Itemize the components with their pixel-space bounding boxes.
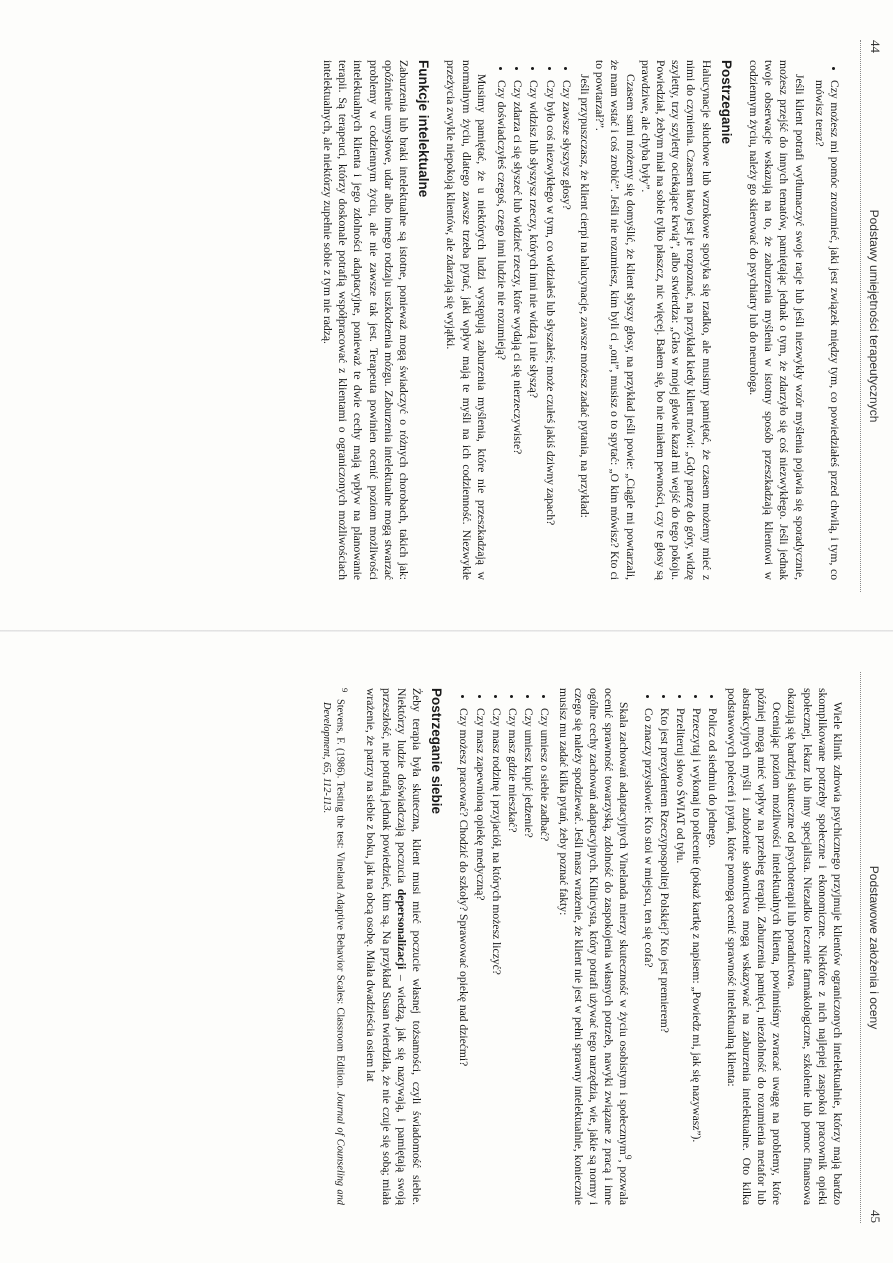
list-item: • Czy masz gdzie mieszkać? (505, 708, 520, 1205)
list-item: • Czy masz zapewnioną opiekę medyczną? (472, 708, 487, 1205)
section-heading-intellectual: Funkcje intelektualne (416, 60, 432, 198)
paragraph (363, 688, 424, 1205)
bold-term: depersonalizacji (394, 888, 408, 970)
running-head: Podstawy umiejętności terapeutycznych (867, 209, 881, 423)
paragraph: Zaburzenia lub braki intelektualne są istotne, ponieważ mogą świadczyć o różnych chorobach, takich jak: opóźnienie umysłowe, udar albo innego rodzaju uszkodzenia mózgu. Zaburzenia intelektualne mogą stwarzać problemy w codziennym życiu, ale nie zawsze tak jest. Terapeuta powinien ocenić poziom możliwości intelektualnych klienta i jego zdolności adaptacyjne, ponieważ te dwie cechy mają wpływ na planowanie terapii. Są terapeuci, którzy doskonale potrafią współpracować z klientami o ograniczonych możliwościach intelektualnych, ale niektórzy zupełnie sobie z tym nie radzą. (320, 60, 410, 580)
running-head: Podstawowe założenia i oceny (867, 865, 881, 1030)
list-item: • Przeliteruj słowo ŚWIAT od tyłu. (673, 708, 688, 1205)
left-page-header (860, 40, 883, 592)
paragraph: Jeśli przypuszczasz, że klient cierpi na halucynacje, zawsze możesz zadać pytania, na przykład: (577, 74, 591, 518)
list-item: • Czy zawsze słyszysz głosy? (559, 80, 574, 580)
paragraph: Musimy pamiętać, że u niektórych ludzi występują zaburzenia myślenia, które nie przeszkadzają w normalnym życiu, dlatego zawsze trzeba pytać, jaki wpływ mają te myśli na ich codzienność. Niezwykłe przeżycia zwykle niepokoją klientów, ale zdarzają się wyjątki. (444, 60, 488, 580)
section-heading-perception: Postrzeganie (718, 60, 734, 145)
page-number: 44 (868, 40, 883, 53)
right-page-content (18, 688, 845, 1205)
list-item: • Czy doświadczyłeś czegoś, czego inni ludzie nie rozumieją? (494, 80, 509, 580)
footnote-reference: 9 (622, 1154, 634, 1160)
list-item: • Czy możesz mi pomóc zrozumieć, jaki jest związek między tym, co powiedziałeś przed chwilą, i tym, co mówisz teraz? (812, 80, 842, 580)
list-item: • Czy masz rodzinę i przyjaciół, na których możesz liczyć? (489, 708, 504, 1205)
paragraph (555, 688, 635, 1205)
paragraph: Jeśli klient potrafi wytłumaczyć swoje racje lub jeśli niezwykły wzór myślenia pojawia się sporadycznie, możesz przejść do innych tematów, pamiętając jednak o tym, że zdarzyło się coś niezwykłego. Jeśli jednak twoje obserwacje wskazują na to, że zaburzenia myślenia w istotny sposób przeszkadzają klientowi w codziennym życiu, należy go skierować do psychiatry lub do neurologa. (746, 60, 806, 580)
paragraph: Czasem sami możemy się domyślić, że klient słyszy głosy, na przykład jeśli powie: „Ciągle mi powtarzali, że mam wstać i coś zrobić”. Jeśli nie rozumiesz, kim byli ci „oni”, musisz o to spytać: „O kim mówisz? Kto ci to powtarzał?”. (593, 60, 637, 580)
text-run: – wiedzą, jak się nazywają, i pamiętają swoją przeszłość, nie potrafią jednak powiedzieć, kim są. Na przykład Susan twierdziła, że nie czuje się sobą; miała wrażenie, że patrzy na siebie z boku, jak na obcą osobę. Miała dwadzieścia osiem lat (364, 688, 408, 1205)
section-heading-self-perception: Postrzeganie siebie (429, 688, 445, 815)
intellectual-question-list (640, 688, 720, 1205)
footnote-journal: Journal of Counseling and Development, 65, 112-113. (321, 702, 346, 1206)
list-item: • Przeczytaj i wykonaj to polecenie (pokaż kartkę z napisem: „Powiedz mi, jak się nazywasz”). (689, 708, 704, 1205)
perception-question-list (494, 60, 574, 580)
page-number: 45 (868, 1210, 883, 1223)
paragraph: Wiele klinik zdrowia psychicznego przyjmuje klientów ograniczonych intelektualnie, którzy mają bardzo skomplikowane potrzeby społeczne i ekonomiczne. Niektóre z nich najlepiej zaspokoi pracownik opieki społecznej, lekarz lub inny specjalista. Niezadko leczenie farmakologiczne, szkolenie lub pomoc finansowa okazują się bardziej skuteczne od psychoterapii lub poradnictwa. (785, 688, 844, 1205)
text-run: , pozwala ocenić sprawność towarzyską, zdolność do zaspokojenia własnych potrzeb, nawyki związane z pracą i inne ogólne cechy zachowań adaptacyjnych. Klinicysta, który potrafi używać tego narzędzia, wie, jakie są normy i czego się należy spodziewać. Jeśli masz wrażenie, że klient nie jest w pełni sprawny intelektualnie, koniecznie musisz mu zadać kilka pytań, żeby poznać fakty: (556, 688, 631, 1205)
paragraph: Halucynacje słuchowe lub wzrokowe spotyka się rzadko, ale musimy pamiętać, że czasem możemy mieć z nimi do czynienia. Czasem łatwo jest je rozpoznać, na przykład kiedy klient mówi: „Gdy patrzę do góry, widzę szyletty, trzy szyletty ociekające krwią”, albo stwierdza: „Głos w mojej głowie kazał mi wejść do tego pokoju. Powiedział, żebym miał na sobie tylko płaszcz, nic więcej. Bałem się, bo nie miałem pewności, czy te głosy są prawdziwe, ale chyba były”. (638, 60, 713, 580)
paragraph: Oceniając poziom możliwości intelektualnych klienta, powinniśmy zwracać uwagę na problemy, które później mogą mieć wpływ na przebieg terapii. Zaburzenia pamięci, niezdolność do rozumienia metafor lub abstrakcyjnych myśli i zubożenie słownictwa mogą wskazywać na zaburzenia intelektualne. Oto kilka podstawowych poleceń i pytań, które pomogą ocenić sprawność intelektualną klienta: (724, 688, 784, 1205)
list-item: • Czy możesz pracować? Chodzić do szkoły? Sprawować opiekę nad dziećmi? (456, 708, 471, 1205)
list-item: • Czy umiesz o siebie zadbać? (537, 708, 552, 1205)
text-run: Skala zachowań adaptacyjnych Vinelanda mierzy skuteczność w życiu osobistym i społecznym (617, 702, 631, 1155)
list-item: • Policz od siedmiu do jednego. (705, 708, 720, 1205)
list-item: • Czy było coś niezwykłego w tym, co widziałeś lub słyszałeś; może czułeś jakiś dziwny zapach? (542, 80, 557, 580)
bullet-list (812, 60, 842, 580)
right-page (0, 632, 893, 1263)
list-item: • Co znaczy przysłowie: Kto stoi w miejscu, ten się cofa? (640, 708, 655, 1205)
left-page-content (18, 60, 845, 580)
footnote-text: Stevens, F. (1986). Testing the test: Vineland Adaptive Behavior Scales: Classroom Edition. (334, 698, 346, 1089)
list-item: • Kto jest prezydentem Rzeczypospolitej Polskiej? Kto jest premierem? (657, 708, 672, 1205)
footnote (320, 688, 351, 1205)
text-run: Żeby terapia była skuteczna, klient musi mieć poczucie własnej tożsamości, czyli świadomość siebie. Niektórzy ludzie doświadczają poczucia (394, 688, 424, 1205)
footnote-number: 9 (340, 688, 351, 693)
list-item: • Czy widzisz lub słyszysz rzeczy, których inni nie widzą i nie słyszą? (526, 80, 541, 580)
adaptive-question-list (456, 688, 552, 1205)
list-item: • Czy umiesz kupić jedzenie? (521, 708, 536, 1205)
list-item: • Czy zdarza ci się słyszeć lub widzieć rzeczy, które wydają ci się nierzeczywiste? (510, 80, 525, 580)
right-page-header (860, 672, 883, 1223)
